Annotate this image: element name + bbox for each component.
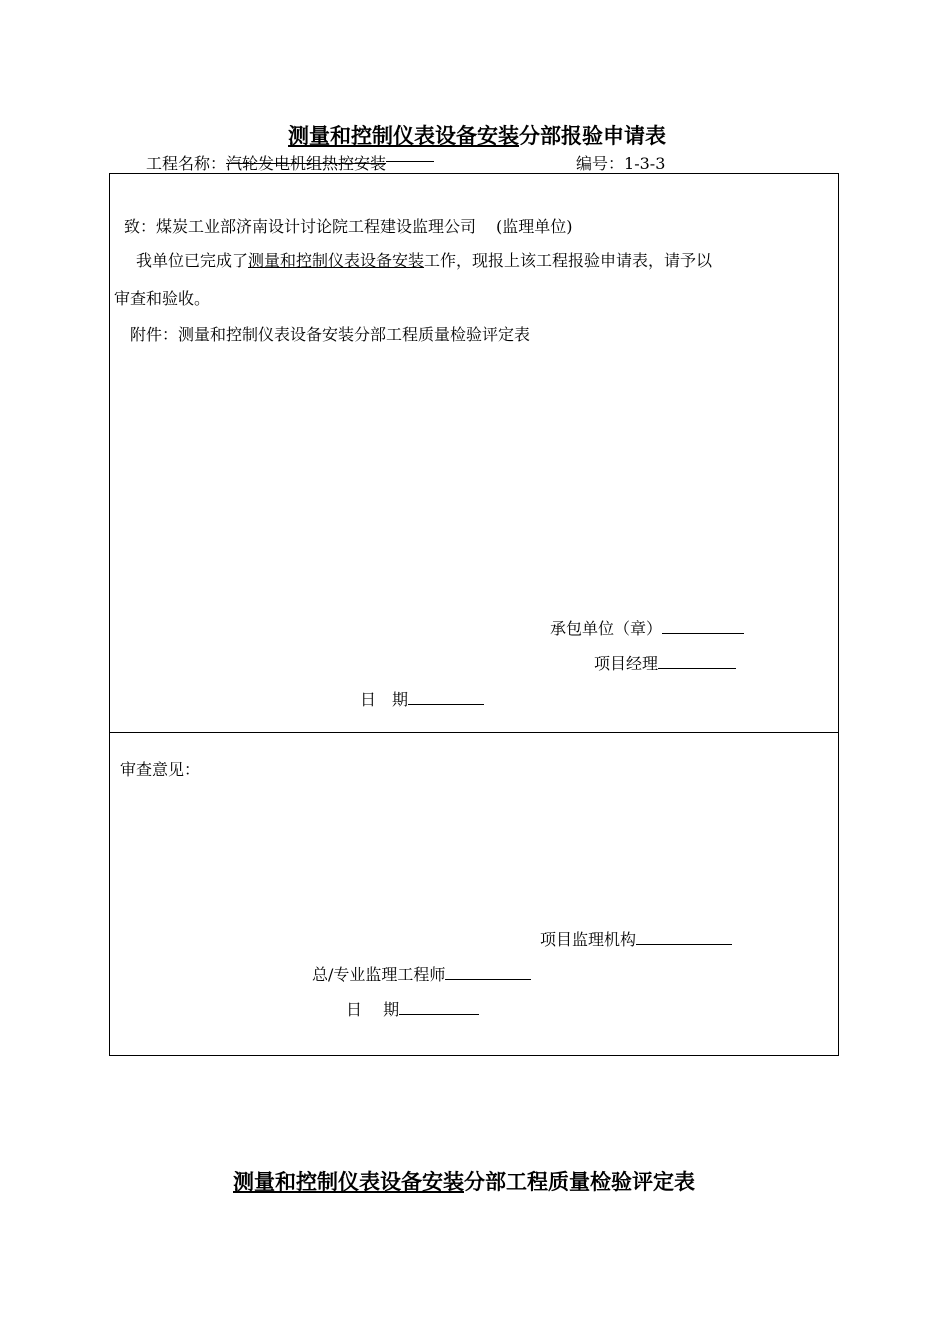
project-name-label: 工程名称： <box>146 154 227 173</box>
addressee-value: 煤炭工业部济南设计讨论院工程建设监理公司 <box>156 217 477 236</box>
supervision-org-label: 项目监理机构 <box>540 930 637 949</box>
page-title <box>288 120 666 150</box>
evaluation-title-underlined: 测量和控制仪表设备安装 <box>233 1169 464 1194</box>
number-label: 编号： <box>576 154 625 173</box>
engineer-label: 总/专业监理工程师 <box>312 965 446 984</box>
manager-label: 项目经理 <box>594 654 659 673</box>
application-date-blank[interactable] <box>408 688 484 705</box>
evaluation-table-title <box>233 1166 695 1196</box>
review-opinion-label: 审查意见： <box>120 760 201 779</box>
statement-suffix: 工作，现报上该工程报验申请表，请予以 <box>424 251 713 270</box>
application-section <box>109 173 839 733</box>
manager-blank[interactable] <box>658 652 736 669</box>
manager-signature-line <box>594 651 736 674</box>
page-title-underlined: 测量和控制仪表设备安装 <box>288 123 519 148</box>
addressee-unit: (监理单位) <box>496 217 573 236</box>
addressee-label: 致： <box>124 217 157 236</box>
page-title-rest: 分部报验申请表 <box>519 123 666 148</box>
project-name-line <box>146 151 434 174</box>
statement-line-1 <box>136 248 712 271</box>
engineer-blank[interactable] <box>445 963 531 980</box>
statement-work: 测量和控制仪表设备安装 <box>248 251 425 270</box>
review-date-label: 日 期 <box>346 1000 400 1019</box>
application-date-label: 日 期 <box>360 690 409 709</box>
attachment-line: 附件：测量和控制仪表设备安装分部工程质量检验评定表 <box>130 325 531 344</box>
addressee-line <box>124 214 573 237</box>
review-date-line <box>346 997 479 1020</box>
project-name-underline <box>386 151 434 162</box>
review-date-blank[interactable] <box>399 998 479 1015</box>
application-date-line <box>360 687 484 710</box>
project-name-value: 汽轮发电机组热控安装 <box>226 154 387 173</box>
supervision-org-line <box>540 927 732 950</box>
contractor-signature-line <box>550 616 744 639</box>
contractor-label: 承包单位（章） <box>550 619 663 638</box>
review-section <box>109 732 839 1056</box>
evaluation-title-rest: 分部工程质量检验评定表 <box>464 1169 695 1194</box>
supervision-org-blank[interactable] <box>636 928 732 945</box>
number-value: 1-3-3 <box>624 154 666 173</box>
document-number <box>576 151 665 174</box>
engineer-signature-line <box>312 962 531 985</box>
statement-prefix: 我单位已完成了 <box>136 251 249 270</box>
statement-line-2: 审查和验收。 <box>114 289 211 308</box>
contractor-blank[interactable] <box>662 617 744 634</box>
